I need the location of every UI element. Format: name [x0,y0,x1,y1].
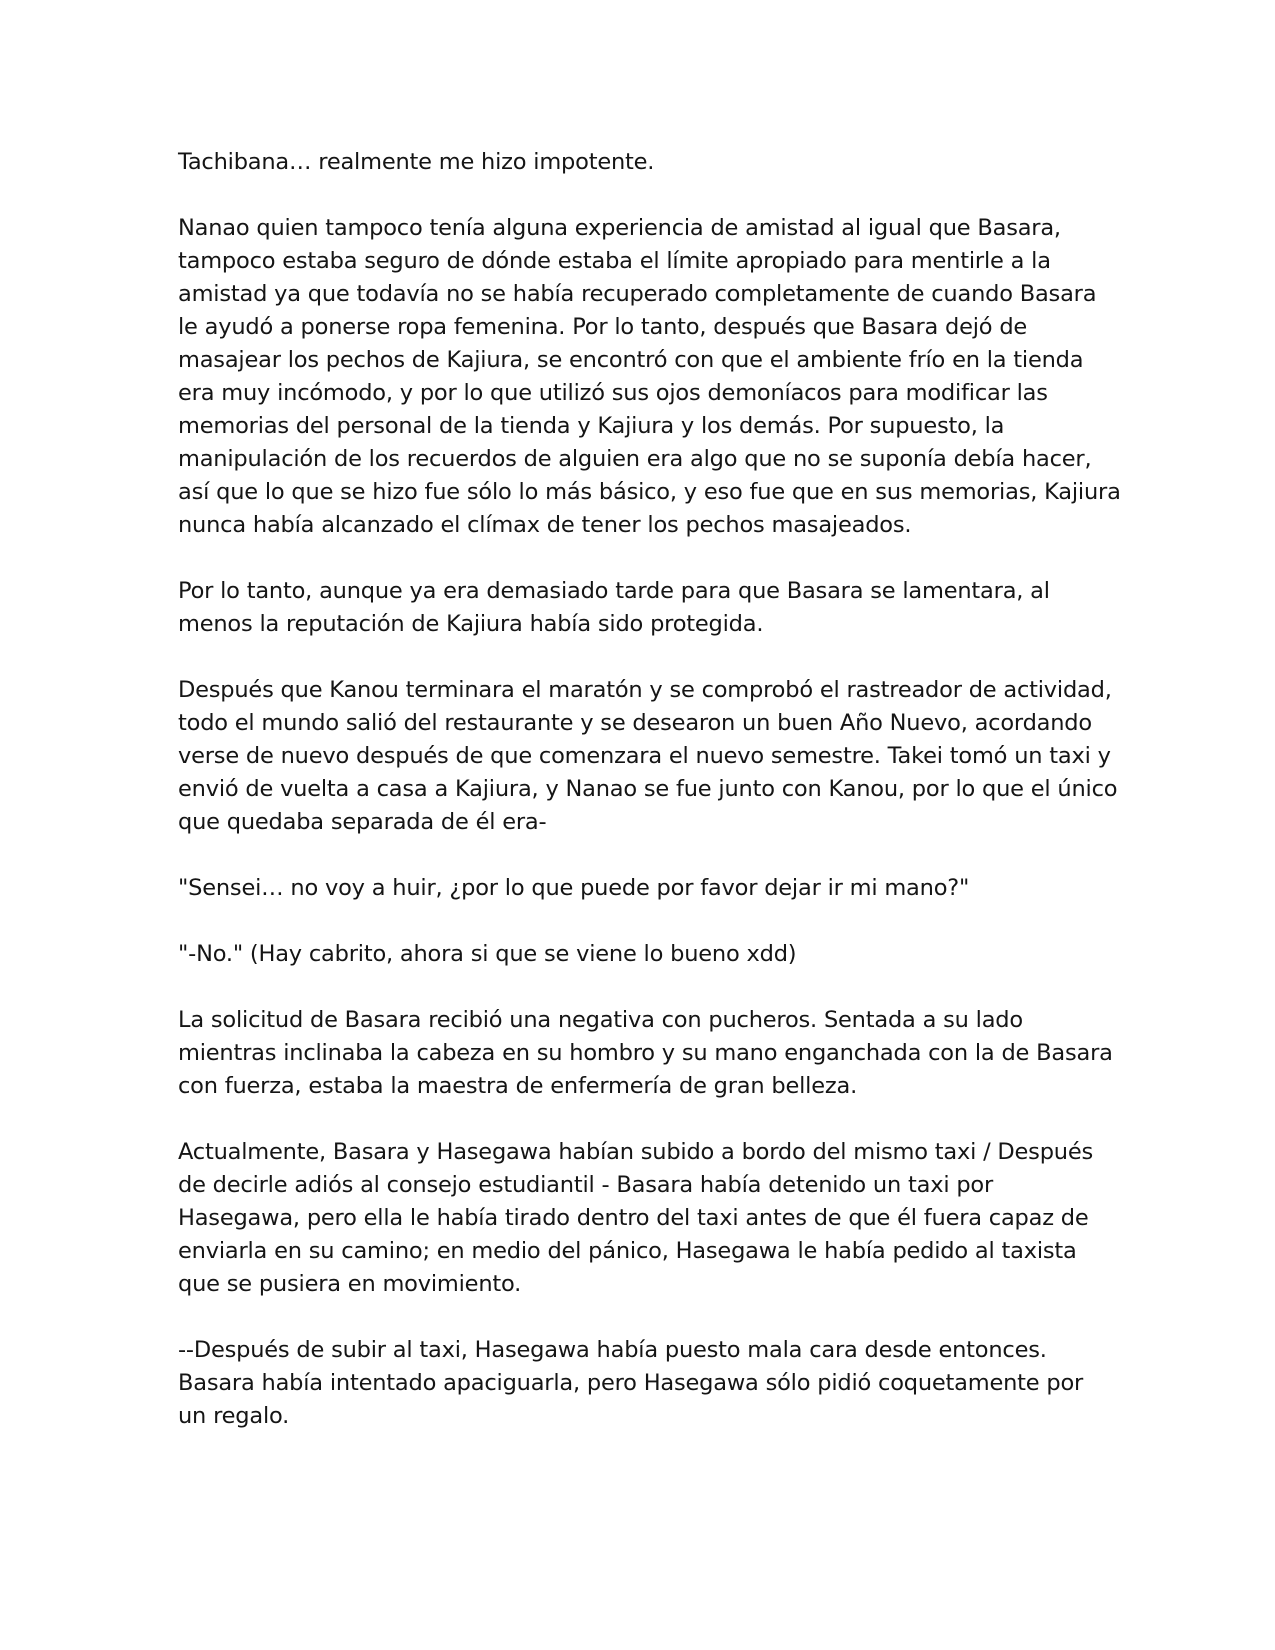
text-line: así que lo que se hizo fue sólo lo más básico, y eso fue que en sus memorias, Kajiura [178,479,1121,505]
paragraph-6 [178,938,1110,971]
text-line: masajear los pechos de Kajiura, se encontró con que el ambiente frío en la tienda [178,347,1084,373]
paragraph-8 [178,1136,1110,1301]
paragraph-2 [178,212,1121,542]
text-line: era muy incómodo, y por lo que utilizó sus ojos demoníacos para modificar las [178,380,1048,406]
text-line: Basara había intentado apaciguarla, pero Hasegawa sólo pidió coquetamente por [178,1370,1084,1396]
document-body [178,146,1121,1466]
text-line: --Después de subir al taxi, Hasegawa había puesto mala cara desde entonces. [178,1337,1047,1363]
text-line: Nanao quien tampoco tenía alguna experiencia de amistad al igual que Basara, [178,215,1061,241]
text-line: menos la reputación de Kajiura había sido protegida. [178,611,764,637]
text-line: que quedaba separada de él era- [178,809,547,835]
text-line: manipulación de los recuerdos de alguien era algo que no se suponía debía hacer, [178,446,1092,472]
paragraph-3 [178,575,1110,641]
text-line: todo el mundo salió del restaurante y se desearon un buen Año Nuevo, acordando [178,710,1092,736]
text-line: "Sensei… no voy a huir, ¿por lo que puede por favor dejar ir mi mano?" [178,875,970,901]
text-line: Tachibana… realmente me hizo impotente. [178,149,655,175]
text-line: Por lo tanto, aunque ya era demasiado tarde para que Basara se lamentara, al [178,578,1050,604]
text-line: un regalo. [178,1403,290,1429]
text-line: envió de vuelta a casa a Kajiura, y Nanao se fue junto con Kanou, por lo que el único [178,776,1118,802]
paragraph-4 [178,674,1118,839]
text-line: amistad ya que todavía no se había recuperado completamente de cuando Basara [178,281,1097,307]
text-line: Después que Kanou terminara el maratón y se comprobó el rastreador de actividad, [178,677,1112,703]
text-line: verse de nuevo después de que comenzara el nuevo semestre. Takei tomó un taxi y [178,743,1111,769]
text-line: "-No." (Hay cabrito, ahora si que se viene lo bueno xdd) [178,941,797,967]
text-line: tampoco estaba seguro de dónde estaba el límite apropiado para mentirle a la [178,248,1051,274]
text-line: memorias del personal de la tienda y Kajiura y los demás. Por supuesto, la [178,413,1005,439]
text-line: con fuerza, estaba la maestra de enfermería de gran belleza. [178,1073,858,1099]
paragraph-1 [178,146,1110,179]
text-line: enviarla en su camino; en medio del pánico, Hasegawa le había pedido al taxista [178,1238,1077,1264]
paragraph-7 [178,1004,1113,1103]
text-line: mientras inclinaba la cabeza en su hombro y su mano enganchada con la de Basara [178,1040,1113,1066]
text-line: que se pusiera en movimiento. [178,1271,522,1297]
text-line: La solicitud de Basara recibió una negativa con pucheros. Sentada a su lado [178,1007,1023,1033]
text-line: Actualmente, Basara y Hasegawa habían subido a bordo del mismo taxi / Después [178,1139,1094,1165]
paragraph-9 [178,1334,1110,1433]
paragraph-5 [178,872,1110,905]
text-line: le ayudó a ponerse ropa femenina. Por lo tanto, después que Basara dejó de [178,314,1028,340]
text-line: Hasegawa, pero ella le había tirado dentro del taxi antes de que él fuera capaz de [178,1205,1089,1231]
text-line: de decirle adiós al consejo estudiantil - Basara había detenido un taxi por [178,1172,994,1198]
text-line: nunca había alcanzado el clímax de tener los pechos masajeados. [178,512,912,538]
